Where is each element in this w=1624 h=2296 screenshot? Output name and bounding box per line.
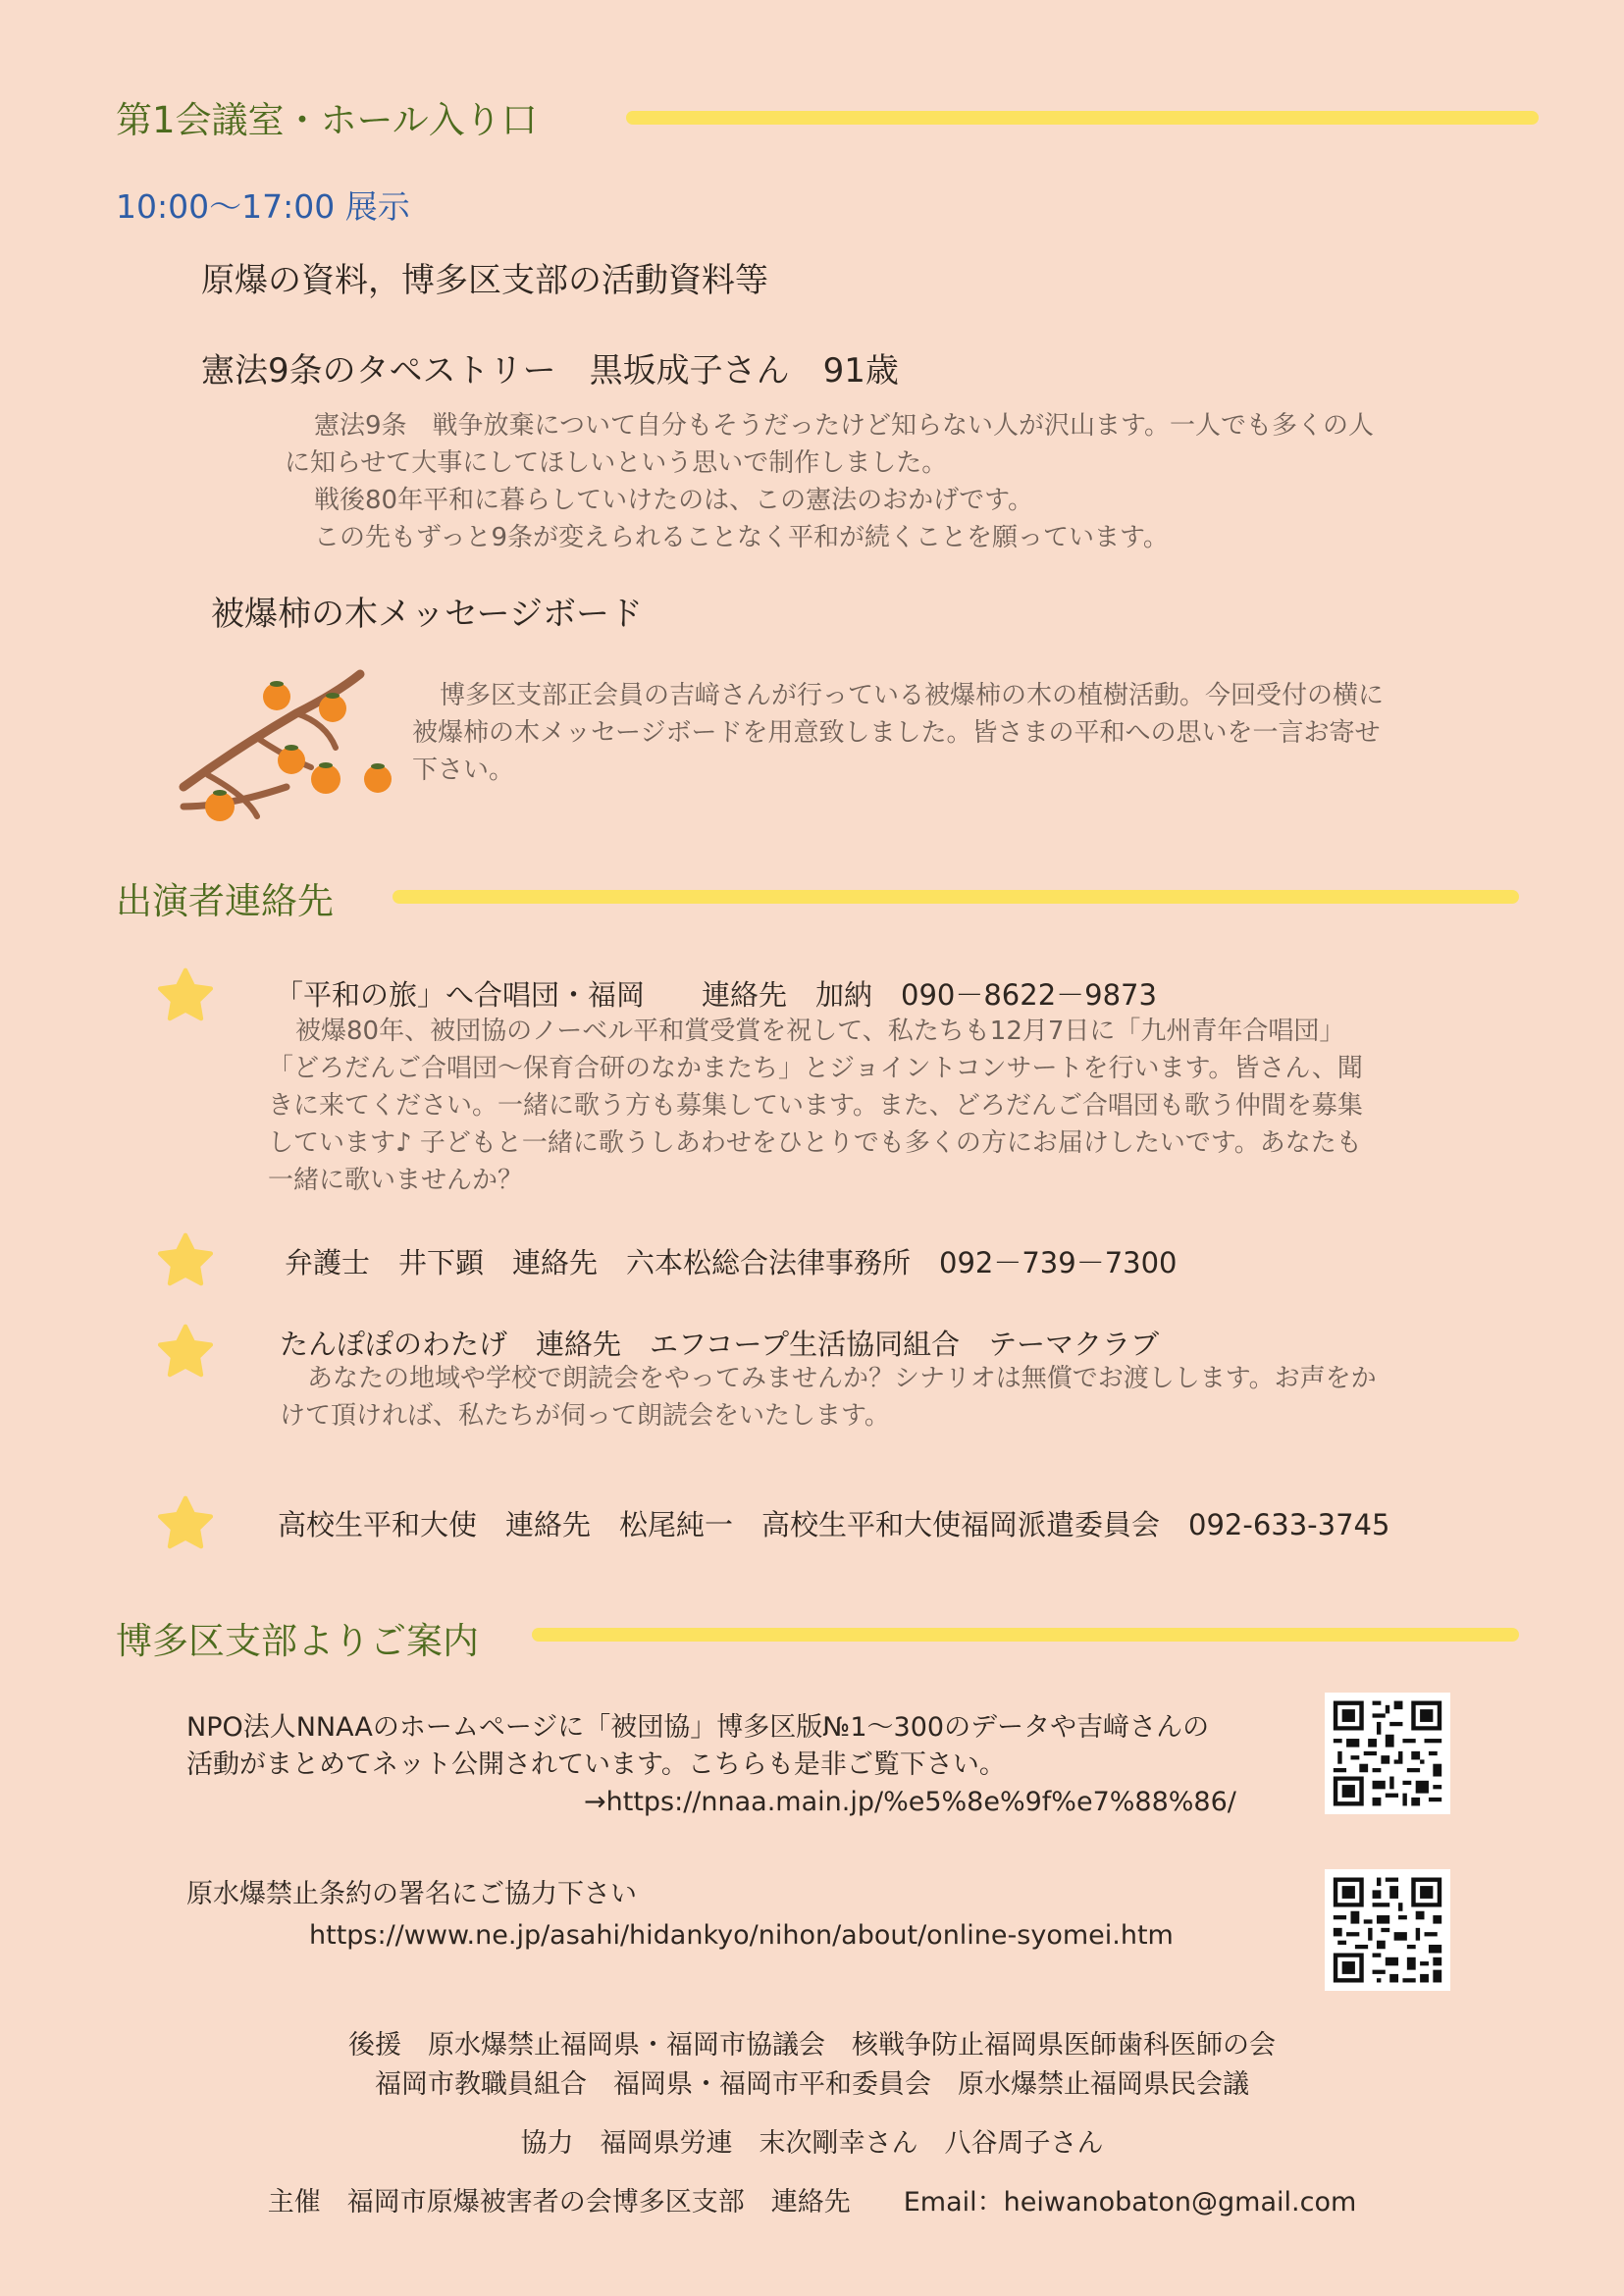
tapestry-line: 戦後80年平和に暮らしていけたのは、この憲法のおかげです。 <box>314 486 1034 515</box>
performer-line: あなたの地域や学校で朗読会をやってみませんか？シナリオは無償でお渡しします。お声をか <box>307 1364 1377 1393</box>
section-title-performers: 出演者連絡先 <box>116 880 334 922</box>
star-icon <box>152 1491 219 1560</box>
nnaa-notice <box>186 1709 1305 1784</box>
tapestry-description <box>285 407 1492 556</box>
star-icon <box>152 1228 219 1297</box>
performer-line: しています♪ 子どもと一緒に歌うしあわせをひとりでも多くの方にお届けしたいです。あなたも <box>268 1128 1362 1158</box>
section-title-hall: 第1会議室・ホール入り口 <box>116 99 538 141</box>
accent-line <box>393 890 1519 904</box>
performer-line: 被爆80年、被団協のノーベル平和賞受賞を祝して、私たちも12月7日に「九州青年合唱団」 <box>295 1017 1345 1046</box>
cooperation-line: 協力 福岡県労連 末次剛幸さん 八谷周子さん <box>520 2128 1104 2159</box>
performer-heading: 「平和の旅」へ合唱団・福岡 連絡先 加納 090－8622－9873 <box>275 978 1157 1012</box>
persimmon-branch-icon <box>179 659 404 840</box>
message-board-description <box>412 677 1511 789</box>
performer-heading: 弁護士 井下顕 連絡先 六本松総合法律事務所 092－739－7300 <box>285 1246 1178 1279</box>
support-line-2: 福岡市教職員組合 福岡県・福岡市平和委員会 原水爆禁止福岡県民会議 <box>375 2069 1249 2100</box>
nnaa-notice-line: 活動がまとめてネット公開されています。こちらも是非ご覧下さい。 <box>186 1749 1006 1780</box>
performer-heading: 高校生平和大使 連絡先 松尾純一 高校生平和大使福岡派遣委員会 092-633-3745 <box>278 1508 1390 1541</box>
exhibit-item-materials: 原爆の資料，博多区支部の活動資料等 <box>201 261 768 300</box>
qr-code-icon <box>1325 1693 1450 1814</box>
accent-line <box>626 111 1539 125</box>
petition-url-link[interactable]: https://www.ne.jp/asahi/hidankyo/nihon/about/online-syomei.htm <box>309 1920 1174 1951</box>
performer-description <box>280 1360 1487 1435</box>
exhibit-item-tapestry: 憲法9条のタペストリー 黒坂成子さん 91歳 <box>201 351 899 391</box>
message-board-line: 被爆柿の木メッセージボードを用意致しました。皆さまの平和への思いを一言お寄せ <box>412 718 1381 748</box>
tapestry-line: この先もずっと9条が変えられることなく平和が続くことを願っています。 <box>314 523 1169 552</box>
section-title-notices: 博多区支部よりご案内 <box>116 1620 479 1662</box>
qr-code-icon <box>1325 1869 1450 1991</box>
performer-heading: たんぽぽのわたげ 連絡先 エフコープ生活協同組合 テーマクラブ <box>280 1328 1160 1361</box>
message-board-line: 博多区支部正会員の吉﨑さんが行っている被爆柿の木の植樹活動。今回受付の横に <box>440 681 1385 710</box>
support-line-1: 後援 原水爆禁止福岡県・福岡市協議会 核戦争防止福岡県医師歯科医師の会 <box>348 2030 1276 2061</box>
exhibit-item-message-board: 被爆柿の木メッセージボード <box>211 595 643 634</box>
star-icon <box>152 1320 219 1388</box>
performer-line: 「どろだんご合唱団～保育合研のなかまたち」とジョイントコンサートを行います。皆さん、聞 <box>268 1054 1363 1083</box>
performer-line: きに来てください。一緒に歌う方も募集しています。また、どろだんご合唱団も歌う仲間を募集 <box>268 1091 1363 1121</box>
nnaa-url-link[interactable]: →https://nnaa.main.jp/%e5%8e%9f%e7%88%86/ <box>584 1787 1236 1817</box>
performer-description <box>268 1013 1485 1199</box>
petition-title: 原水爆禁止条約の署名にご協力下さい <box>186 1879 637 1909</box>
message-board-line: 下さい。 <box>412 756 515 785</box>
tapestry-line: 憲法9条 戦争放棄について自分もそうだったけど知らない人が沢山ます。一人でも多くの人 <box>314 411 1374 441</box>
performer-line: 一緒に歌いませんか？ <box>268 1166 524 1195</box>
exhibit-time: 10:00～17:00 展示 <box>116 187 410 226</box>
performer-line: けて頂ければ、私たちが伺って朗読会をいたします。 <box>280 1401 890 1431</box>
organizer-line: 主催 福岡市原爆被害者の会博多区支部 連絡先 Email：heiwanobaton@gmail.com <box>267 2187 1357 2218</box>
nnaa-notice-line: NPO法人NNAAのホームページに「被団協」博多区版№1～300のデータや吉﨑さんの <box>186 1712 1210 1743</box>
star-icon <box>152 964 219 1032</box>
tapestry-line: に知らせて大事にしてほしいという思いで制作しました。 <box>285 448 948 478</box>
accent-line <box>532 1628 1519 1642</box>
